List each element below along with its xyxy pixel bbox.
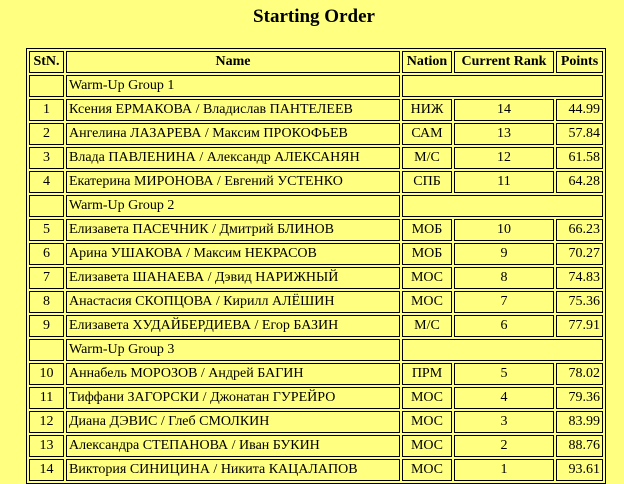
- start-number-cell: 1: [29, 99, 64, 121]
- table-row: [29, 435, 603, 457]
- pair-name-cell: Екатерина МИРОНОВА / Евгений УСТЕНКО: [66, 171, 400, 193]
- nation-cell: М/С: [402, 147, 452, 169]
- points-cell: 78.02: [556, 363, 603, 385]
- nation-cell: СПБ: [402, 171, 452, 193]
- column-header-stn: StN.: [29, 51, 64, 73]
- column-header-points: Points: [556, 51, 603, 73]
- nation-cell: МОБ: [402, 243, 452, 265]
- current-rank-cell: 1: [454, 459, 554, 481]
- nation-cell: МОБ: [402, 219, 452, 241]
- warm-up-group-row: [29, 195, 603, 217]
- table-row: [29, 459, 603, 481]
- group-row-spacer: [402, 339, 603, 361]
- start-number-cell: 11: [29, 387, 64, 409]
- points-cell: 83.99: [556, 411, 603, 433]
- group-row-spacer: [29, 195, 64, 217]
- page-title: Starting Order: [253, 6, 375, 27]
- pair-name-cell: Влада ПАВЛЕНИНА / Александр АЛЕКСАНЯН: [66, 147, 400, 169]
- warm-up-group-label: Warm-Up Group 2: [66, 195, 400, 217]
- table-row: [29, 363, 603, 385]
- current-rank-cell: 10: [454, 219, 554, 241]
- current-rank-cell: 13: [454, 123, 554, 145]
- column-header-current-rank: Current Rank: [454, 51, 554, 73]
- table-row: [29, 267, 603, 289]
- start-number-cell: 7: [29, 267, 64, 289]
- current-rank-cell: 5: [454, 363, 554, 385]
- start-number-cell: 14: [29, 459, 64, 481]
- table-row: [29, 219, 603, 241]
- current-rank-cell: 6: [454, 315, 554, 337]
- group-row-spacer: [402, 75, 603, 97]
- table-row: [29, 123, 603, 145]
- start-number-cell: 2: [29, 123, 64, 145]
- start-number-cell: 12: [29, 411, 64, 433]
- table-row: [29, 99, 603, 121]
- current-rank-cell: 14: [454, 99, 554, 121]
- pair-name-cell: Ангелина ЛАЗАРЕВА / Максим ПРОКОФЬЕВ: [66, 123, 400, 145]
- nation-cell: МОС: [402, 267, 452, 289]
- points-cell: 61.58: [556, 147, 603, 169]
- points-cell: 93.61: [556, 459, 603, 481]
- warm-up-group-label: Warm-Up Group 1: [66, 75, 400, 97]
- table-row: [29, 171, 603, 193]
- points-cell: 70.27: [556, 243, 603, 265]
- nation-cell: САМ: [402, 123, 452, 145]
- table-body: [29, 75, 603, 481]
- current-rank-cell: 11: [454, 171, 554, 193]
- nation-cell: МОС: [402, 387, 452, 409]
- points-cell: 77.91: [556, 315, 603, 337]
- pair-name-cell: Арина УШАКОВА / Максим НЕКРАСОВ: [66, 243, 400, 265]
- start-number-cell: 9: [29, 315, 64, 337]
- start-number-cell: 8: [29, 291, 64, 313]
- pair-name-cell: Анастасия СКОПЦОВА / Кирилл АЛЁШИН: [66, 291, 400, 313]
- pair-name-cell: Елизавета ПАСЕЧНИК / Дмитрий БЛИНОВ: [66, 219, 400, 241]
- points-cell: 44.99: [556, 99, 603, 121]
- nation-cell: МОС: [402, 435, 452, 457]
- current-rank-cell: 4: [454, 387, 554, 409]
- nation-cell: ПРМ: [402, 363, 452, 385]
- table-row: [29, 411, 603, 433]
- start-number-cell: 4: [29, 171, 64, 193]
- pair-name-cell: Ксения ЕРМАКОВА / Владислав ПАНТЕЛЕЕВ: [66, 99, 400, 121]
- current-rank-cell: 7: [454, 291, 554, 313]
- pair-name-cell: Аннабель МОРОЗОВ / Андрей БАГИН: [66, 363, 400, 385]
- pair-name-cell: Александра СТЕПАНОВА / Иван БУКИН: [66, 435, 400, 457]
- start-number-cell: 10: [29, 363, 64, 385]
- current-rank-cell: 3: [454, 411, 554, 433]
- pair-name-cell: Виктория СИНИЦИНА / Никита КАЦАЛАПОВ: [66, 459, 400, 481]
- pair-name-cell: Диана ДЭВИС / Глеб СМОЛКИН: [66, 411, 400, 433]
- points-cell: 74.83: [556, 267, 603, 289]
- start-number-cell: 13: [29, 435, 64, 457]
- current-rank-cell: 2: [454, 435, 554, 457]
- nation-cell: НИЖ: [402, 99, 452, 121]
- nation-cell: МОС: [402, 459, 452, 481]
- group-row-spacer: [402, 195, 603, 217]
- pair-name-cell: Тиффани ЗАГОРСКИ / Джонатан ГУРЕЙРО: [66, 387, 400, 409]
- points-cell: 75.36: [556, 291, 603, 313]
- table-row: [29, 147, 603, 169]
- current-rank-cell: 8: [454, 267, 554, 289]
- nation-cell: МОС: [402, 291, 452, 313]
- table-row: [29, 243, 603, 265]
- table-row: [29, 315, 603, 337]
- start-number-cell: 3: [29, 147, 64, 169]
- group-row-spacer: [29, 75, 64, 97]
- points-cell: 64.28: [556, 171, 603, 193]
- current-rank-cell: 9: [454, 243, 554, 265]
- points-cell: 79.36: [556, 387, 603, 409]
- warm-up-group-row: [29, 339, 603, 361]
- starting-order-table: [26, 48, 606, 484]
- points-cell: 57.84: [556, 123, 603, 145]
- current-rank-cell: 12: [454, 147, 554, 169]
- start-number-cell: 5: [29, 219, 64, 241]
- table-row: [29, 291, 603, 313]
- column-header-name: Name: [66, 51, 400, 73]
- nation-cell: М/С: [402, 315, 452, 337]
- start-number-cell: 6: [29, 243, 64, 265]
- points-cell: 66.23: [556, 219, 603, 241]
- table-row: [29, 387, 603, 409]
- column-header-nation: Nation: [402, 51, 452, 73]
- group-row-spacer: [29, 339, 64, 361]
- points-cell: 88.76: [556, 435, 603, 457]
- warm-up-group-label: Warm-Up Group 3: [66, 339, 400, 361]
- table-header-row: [29, 51, 603, 73]
- nation-cell: МОС: [402, 411, 452, 433]
- warm-up-group-row: [29, 75, 603, 97]
- pair-name-cell: Елизавета ХУДАЙБЕРДИЕВА / Егор БАЗИН: [66, 315, 400, 337]
- pair-name-cell: Елизавета ШАНАЕВА / Дэвид НАРИЖНЫЙ: [66, 267, 400, 289]
